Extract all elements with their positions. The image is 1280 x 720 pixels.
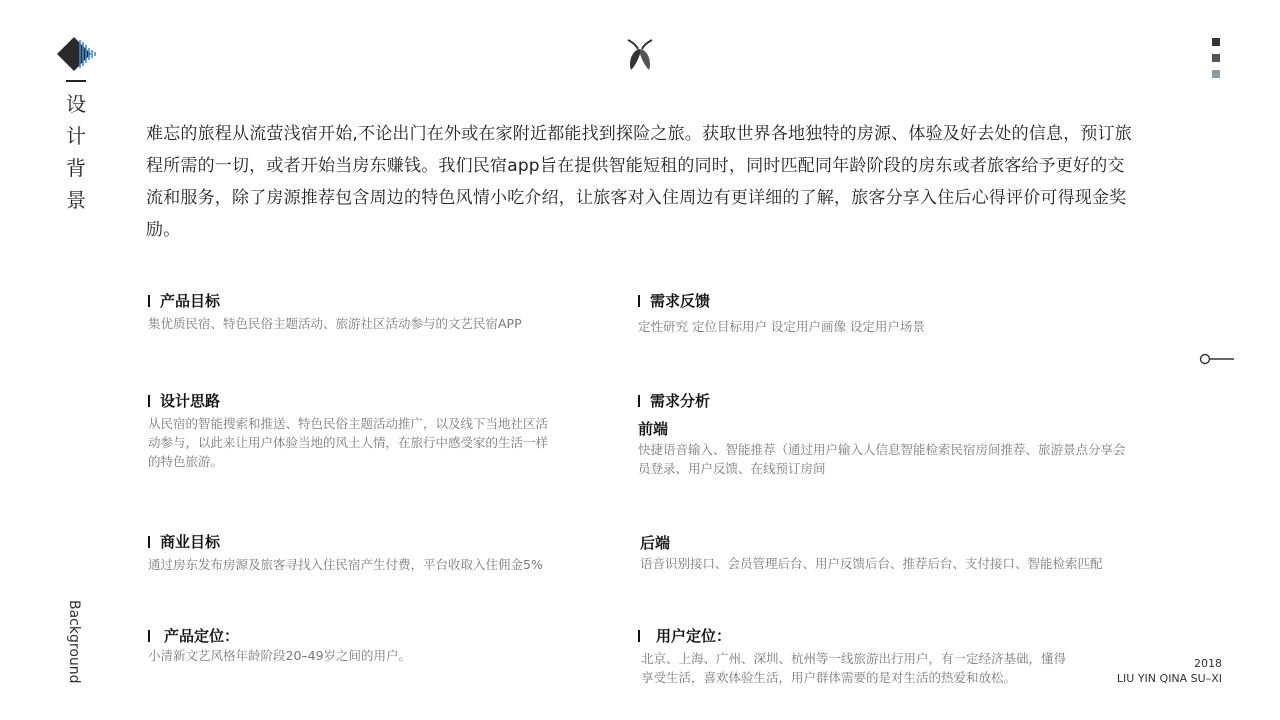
section-heading xyxy=(148,290,568,311)
heading-bar xyxy=(148,536,150,548)
page-dot[interactable] xyxy=(1212,54,1220,62)
section-desc: 定性研究 定位目标用户 设定用户画像 设定用户场景 xyxy=(638,319,925,334)
section-desc: 小清新文艺风格年龄阶段20–49岁之间的用户。 xyxy=(148,648,412,663)
section-desc: 集优质民宿、特色民俗主题活动、旅游社区活动参与的文艺民宿APP xyxy=(148,316,522,331)
section-title: 设计思路 xyxy=(160,392,221,410)
title-char: 背 xyxy=(66,156,86,180)
title-char: 设 xyxy=(66,92,86,116)
section-desc: 北京、上海、广州、深圳、杭州等一线旅游出行用户，有一定经济基础，懂得享受生活，喜欢体验生活，用户群体需要的是对生活的热爱和放松。 xyxy=(641,651,1067,685)
section-desc: 通过房东发布房源及旅客寻找入住民宿产生付费，平台收取入住佣金5% xyxy=(148,557,543,572)
background-label-wrap xyxy=(62,600,82,684)
footer-author: LIU YIN QINA SU–XI xyxy=(1116,672,1222,685)
diamond-logo-icon xyxy=(56,36,100,72)
business-goal-block xyxy=(148,531,568,574)
title-char: 景 xyxy=(66,188,86,212)
section-title: 用户定位： xyxy=(656,627,732,645)
frontend-desc: 快捷语音输入、智能推荐（通过用户输入人信息智能检索民宿房间推荐、旅游景点分享会员登录、用户反馈、在线预订房间 xyxy=(638,442,1126,476)
section-heading xyxy=(148,625,568,646)
design-idea-block xyxy=(148,390,558,471)
heading-bar xyxy=(638,630,640,642)
title-divider xyxy=(66,80,86,82)
backend-title: 后端 xyxy=(640,534,671,552)
intro-paragraph: 难忘的旅程从流萤浅宿开始,不论出门在外或在家附近都能找到探险之旅。获取世界各地独特的房源、体验及好去处的信息，预订旅程所需的一切，或者开始当房东赚钱。我们民宿app旨在提供智能短租的同时，同时匹配同年龄阶段的房东或者旅客给予更好的交流和服务，除了房源推荐包含周边的特色风情小吃介绍，让旅客对入住周边有更详细的了解，旅客分享入住后心得评价可得现金奖励。 xyxy=(146,124,1133,240)
product-goal-block xyxy=(148,290,568,333)
section-title: 需求反馈 xyxy=(650,292,711,310)
section-heading xyxy=(148,390,558,411)
frontend-title: 前端 xyxy=(638,420,669,438)
heading-bar xyxy=(638,295,640,307)
section-heading xyxy=(148,531,568,552)
section-title: 商业目标 xyxy=(160,533,221,551)
footer xyxy=(1117,656,1222,686)
section-title: 产品目标 xyxy=(160,292,221,310)
background-label: Background xyxy=(66,600,82,684)
section-title: 需求分析 xyxy=(650,392,711,410)
requirement-feedback-block xyxy=(638,290,1128,336)
heading-bar xyxy=(148,395,150,407)
slider-icon[interactable] xyxy=(1198,352,1236,366)
title-char: 计 xyxy=(66,124,86,148)
product-position-block xyxy=(148,625,568,665)
page-dot[interactable] xyxy=(1212,70,1220,78)
heading-bar xyxy=(148,630,150,642)
section-heading xyxy=(638,390,1130,411)
heading-bar xyxy=(148,295,150,307)
backend-block xyxy=(640,532,1130,573)
section-desc: 从民宿的智能搜索和推送、特色民俗主题活动推广，以及线下当地社区活动参与，以此来让用户体验当地的风土人情，在旅行中感受家的生活一样的特色旅游。 xyxy=(148,416,549,469)
section-heading xyxy=(638,625,1068,646)
heading-bar xyxy=(638,395,640,407)
footer-year: 2018 xyxy=(1194,657,1222,670)
firefly-icon xyxy=(622,36,658,72)
section-title: 产品定位： xyxy=(164,627,240,645)
page-dot[interactable] xyxy=(1212,38,1220,46)
section-heading xyxy=(638,290,1128,311)
backend-desc: 语音识别接口、会员管理后台、用户反馈后台、推荐后台、支付接口、智能检索匹配 xyxy=(640,556,1103,571)
vertical-page-title xyxy=(64,88,88,216)
requirement-analysis-block xyxy=(638,390,1130,478)
page-indicator[interactable] xyxy=(1212,38,1222,86)
user-position-block xyxy=(638,625,1068,687)
